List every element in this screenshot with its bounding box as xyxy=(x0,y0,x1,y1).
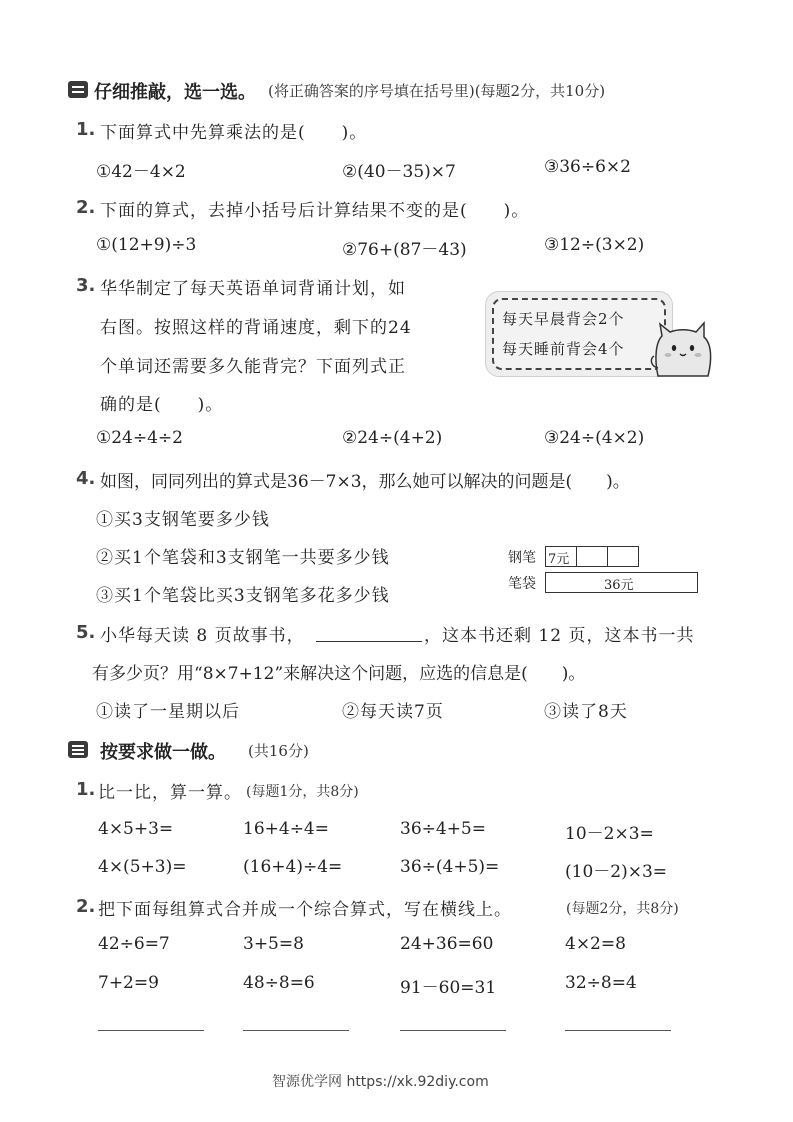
s2q2-group3-eq2: 91－60=31 xyxy=(400,978,497,998)
q3-option-2: ②24÷(4+2) xyxy=(342,428,443,448)
q5-line-1-part-a: 小华每天读 8 页故事书， xyxy=(100,626,305,646)
answer-line-3[interactable] xyxy=(400,1030,506,1031)
pen-label: 钢笔 xyxy=(508,550,536,566)
q2-option-2: ②76+(87－43) xyxy=(342,240,467,260)
q3-line-1: 华华制定了每天英语单词背诵计划，如 xyxy=(100,279,406,299)
s2q2-note: (每题2分，共8分) xyxy=(566,901,679,917)
s2q2-group1-eq2: 7+2=9 xyxy=(98,973,159,993)
s2q2-group2-eq1: 3+5=8 xyxy=(243,934,304,954)
section-two-note: (共16分) xyxy=(248,742,309,760)
answer-line-2[interactable] xyxy=(243,1030,349,1031)
s2q2-group4-eq1: 4×2=8 xyxy=(565,934,626,954)
bag-label: 笔袋 xyxy=(508,576,536,592)
s2q1-expr-5: 4×(5+3)= xyxy=(98,857,187,877)
bag-bar xyxy=(545,572,698,593)
section-two-icon xyxy=(68,741,88,758)
section-one-title: 仔细推敲，选一选。 xyxy=(94,82,256,103)
q4-option-3: ③买1个笔袋比买3支钢笔多花多少钱 xyxy=(96,586,390,606)
q1-number: 1. xyxy=(76,119,96,140)
bubble-line-morning: 每天早晨背会2个 xyxy=(502,310,625,328)
pen-bar-segment-2 xyxy=(576,547,608,566)
s2q2-group1-eq1: 42÷6=7 xyxy=(98,934,170,954)
s2q2-group3-eq1: 24+36=60 xyxy=(400,934,494,954)
q5-line-2: 有多少页？用“8×7+12”来解决这个问题，应选的信息是( )。 xyxy=(92,664,586,684)
answer-line-4[interactable] xyxy=(565,1030,671,1031)
q1-option-1: ①42－4×2 xyxy=(96,162,186,182)
s2q2-group2-eq2: 48÷8=6 xyxy=(243,973,315,993)
answer-line-1[interactable] xyxy=(98,1030,204,1031)
q5-option-2: ②每天读7页 xyxy=(342,702,444,722)
section-two-title: 按要求做一做。 xyxy=(100,742,226,763)
pen-bar xyxy=(545,546,639,567)
s2q1-expr-2: 16+4÷4= xyxy=(243,819,329,839)
q5-number: 5. xyxy=(76,622,96,643)
footer-watermark: 智源优学网 https://xk.92diy.com xyxy=(272,1074,489,1090)
s2q1-expr-1: 4×5+3= xyxy=(98,819,174,839)
q5-option-3: ③读了8天 xyxy=(544,702,628,722)
q2-number: 2. xyxy=(76,197,96,218)
section-one-note: (将正确答案的序号填在括号里)(每题2分，共10分) xyxy=(268,82,606,100)
q2-option-3: ③12÷(3×2) xyxy=(544,235,645,255)
q3-line-4: 确的是( )。 xyxy=(100,395,224,415)
q4-text: 如图，同同列出的算式是36－7×3，那么她可以解决的问题是( )。 xyxy=(100,472,630,492)
s2q2-group4-eq2: 32÷8=4 xyxy=(565,973,637,993)
q3-number: 3. xyxy=(76,275,96,296)
q4-option-2: ②买1个笔袋和3支钢笔一共要多少钱 xyxy=(96,548,390,568)
s2q2-text: 把下面每组算式合并成一个综合算式，写在横线上。 xyxy=(98,900,512,920)
q3-line-2: 右图。按照这样的背诵速度，剩下的24 xyxy=(100,318,412,338)
bubble-line-night: 每天睡前背会4个 xyxy=(502,340,625,358)
cat-icon xyxy=(648,318,720,380)
q1-option-3: ③36÷6×2 xyxy=(544,157,631,177)
q3-line-3: 个单词还需要多久能背完？下面列式正 xyxy=(100,357,406,377)
q1-text: 下面算式中先算乘法的是( )。 xyxy=(100,123,368,143)
s2q1-expr-4: 10－2×3= xyxy=(565,824,654,844)
pen-value: 7元 xyxy=(548,552,570,567)
q1-option-2: ②(40－35)×7 xyxy=(342,162,456,182)
s2q1-expr-6: (16+4)÷4= xyxy=(243,857,343,877)
study-plan-bubble xyxy=(485,291,673,377)
s2q1-number: 1. xyxy=(76,779,96,800)
q4-number: 4. xyxy=(76,468,96,489)
q3-option-3: ③24÷(4×2) xyxy=(544,428,645,448)
q3-option-1: ①24÷4÷2 xyxy=(96,428,183,448)
q4-option-1: ①买3支钢笔要多少钱 xyxy=(96,510,270,530)
s2q1-text: 比一比，算一算。 xyxy=(98,783,242,803)
q2-text: 下面的算式，去掉小括号后计算结果不变的是( )。 xyxy=(100,201,530,221)
q5-option-1: ①读了一星期以后 xyxy=(96,702,240,722)
section-one-icon xyxy=(68,81,88,98)
q2-option-1: ①(12+9)÷3 xyxy=(96,235,197,255)
q5-fill-blank[interactable] xyxy=(316,641,422,642)
s2q1-expr-8: (10－2)×3= xyxy=(565,862,668,882)
bag-value: 36元 xyxy=(604,578,634,593)
s2q1-expr-7: 36÷(4+5)= xyxy=(400,857,500,877)
q5-line-1-part-b: ，这本书还剩 12 页，这本书一共 xyxy=(424,626,695,646)
s2q1-note: (每题1分，共8分) xyxy=(246,784,359,800)
s2q1-expr-3: 36÷4+5= xyxy=(400,819,486,839)
s2q2-number: 2. xyxy=(76,896,96,917)
